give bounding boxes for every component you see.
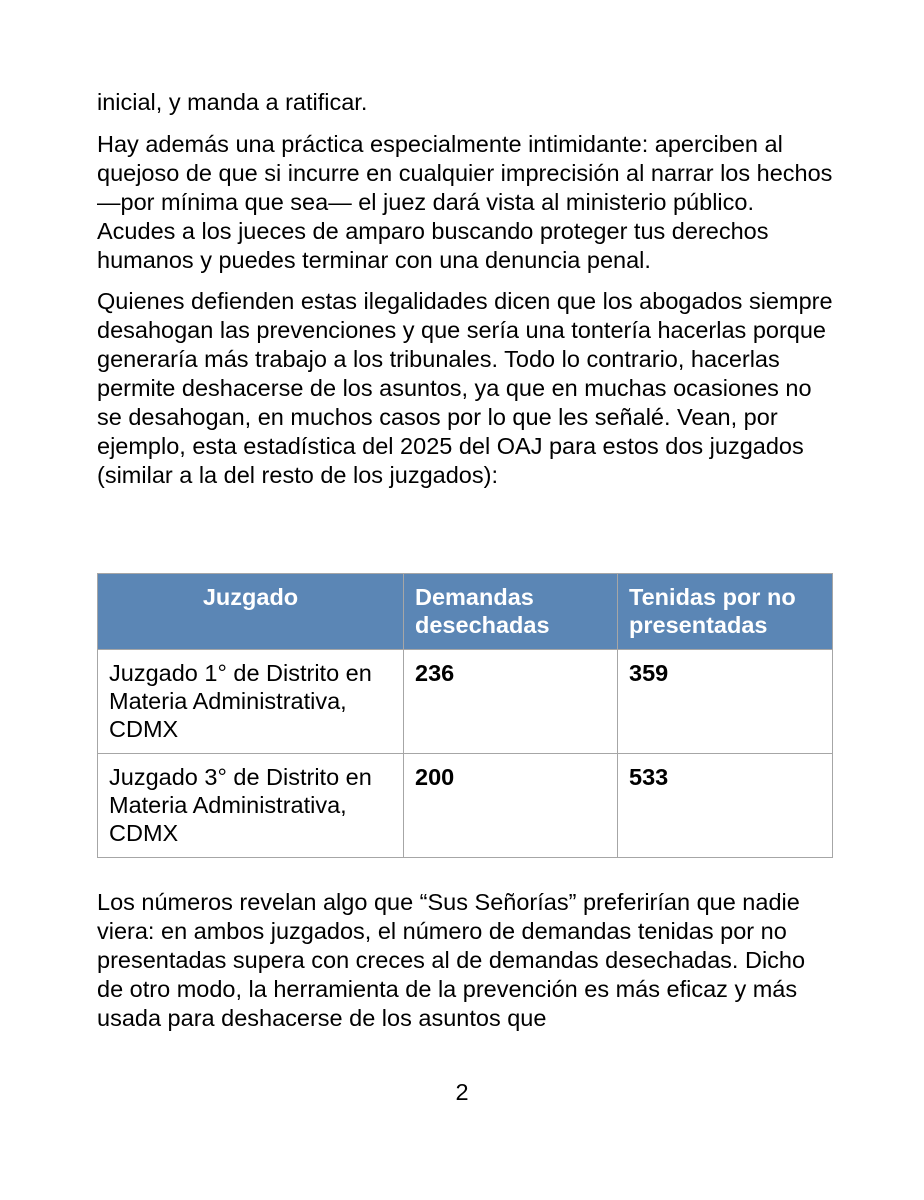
table-header-row — [98, 574, 833, 650]
court-name-cell: Juzgado 1° de Distrito en Materia Administrativa, CDMX — [98, 650, 404, 754]
not-filed-count-cell: 533 — [618, 754, 833, 858]
paragraph-3: Quienes defienden estas ilegalidades dicen que los abogados siempre desahogan las prevenciones y que sería una tontería hacerlas porque generaría más trabajo a los tribunales. Todo lo contrario, hacerlas permite deshacerse de los asuntos, ya que en muchas ocasiones no se desahogan, en muchos casos por lo que les señalé. Vean, por ejemplo, esta estadística del 2025 del OAJ para estos dos juzgados (similar a la del resto de los juzgados): — [97, 288, 833, 488]
court-name-cell: Juzgado 3° de Distrito en Materia Administrativa, CDMX — [98, 754, 404, 858]
page-number: 2 — [455, 1079, 469, 1105]
header-court: Juzgado — [98, 574, 404, 650]
header-not-filed: Tenidas por no presentadas — [618, 574, 833, 650]
dismissed-count-cell: 236 — [404, 650, 618, 754]
statistics-table — [97, 573, 833, 858]
paragraph-2: Hay además una práctica especialmente intimidante: aperciben al quejoso de que si incurre en cualquier imprecisión al narrar los hechos —por mínima que sea— el juez dará vista al ministerio público. Acudes a los jueces de amparo buscando proteger tus derechos humanos y puedes terminar con una denuncia penal. — [97, 131, 833, 273]
paragraph-4: Los números revelan algo que “Sus Señorías” preferirían que nadie viera: en ambos juzgados, el número de demandas tenidas por no presentadas supera con creces al de demandas desechadas. Dicho de otro modo, la herramienta de la prevención es más eficaz y más usada para deshacerse de los asuntos que — [97, 889, 806, 1031]
header-dismissed: Demandas desechadas — [404, 574, 618, 650]
not-filed-count-cell: 359 — [618, 650, 833, 754]
table-row — [98, 650, 833, 754]
dismissed-count-cell: 200 — [404, 754, 618, 858]
paragraph-1: inicial, y manda a ratificar. — [97, 89, 368, 115]
table-row — [98, 754, 833, 858]
